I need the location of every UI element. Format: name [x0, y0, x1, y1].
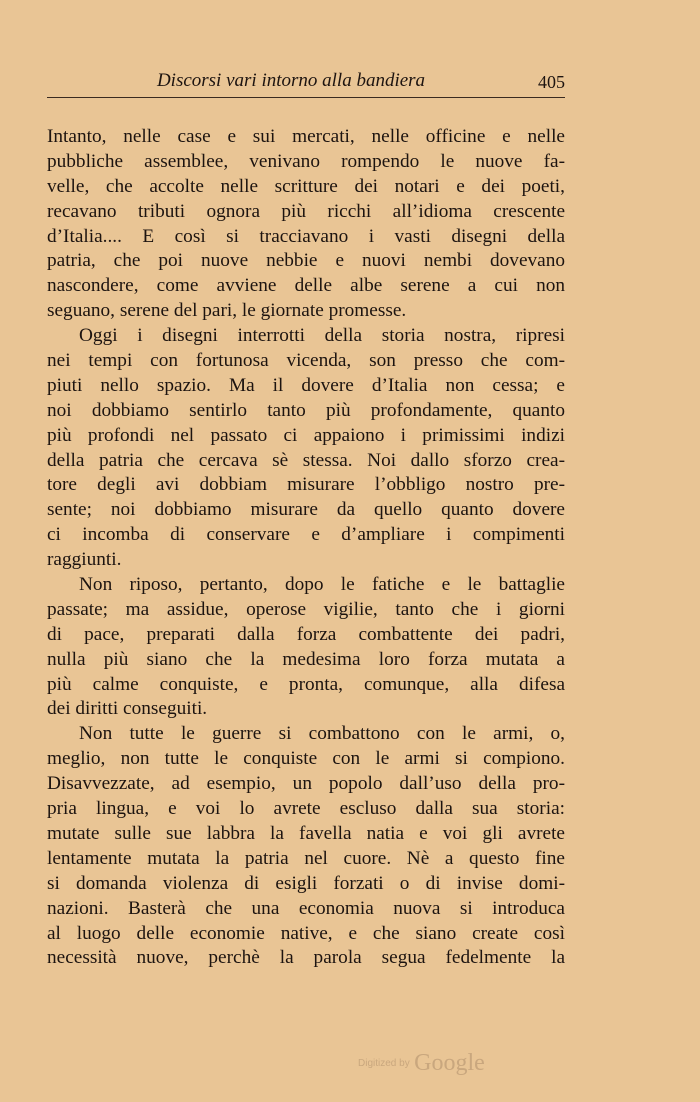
text-line: piuti nello spazio. Ma il dovere d’Italia non cessa; e [47, 374, 565, 396]
google-logo: Google [414, 1050, 485, 1076]
text-line: pubbliche assemblee, venivano rompendo le nuove fa- [47, 150, 565, 172]
text-line: patria, che poi nuove nebbie e nuovi nembi dovevano [47, 250, 565, 272]
text-line: nulla più siano che la medesima loro forza mutata a [47, 648, 565, 670]
text-line: al luogo delle economie native, e che siano create così [47, 922, 565, 944]
text-line: nei tempi con fortunosa vicenda, son presso che com- [47, 350, 565, 372]
text-line: dei diritti conseguiti. [47, 698, 208, 720]
digitized-by-google-watermark [358, 1050, 485, 1077]
text-line: della patria che cercava sè stessa. Noi dallo sforzo crea- [47, 449, 565, 471]
paragraph [47, 573, 565, 722]
text-line: sente; noi dobbiamo misurare da quello quanto dovere [47, 499, 565, 521]
text-line: di pace, preparati dalla forza combattente dei padri, [47, 623, 565, 645]
text-line: lentamente mutata la patria nel cuore. Nè a questo fine [47, 847, 565, 869]
header-rule [47, 97, 565, 98]
text-line: seguano, serene del pari, le giornate promesse. [47, 300, 407, 322]
text-line: tore degli avi dobbiam misurare l’obbligo nostro pre- [47, 474, 565, 496]
text-line: noi dobbiamo sentirlo tanto più profondamente, quanto [47, 399, 565, 421]
watermark-prefix: Digitized by [358, 1058, 410, 1069]
text-line: necessità nuove, perchè la parola segua fedelmente la [47, 947, 565, 969]
text-line: mutate sulle sue labbra la favella natia e voi gli avrete [47, 822, 565, 844]
text-line: pria lingua, e voi lo avrete escluso dalla sua storia: [47, 798, 565, 820]
text-line: raggiunti. [47, 549, 122, 571]
text-line: Non riposo, pertanto, dopo le fatiche e le battaglie [79, 574, 565, 596]
text-line: Intanto, nelle case e sui mercati, nelle officine e nelle [47, 126, 565, 147]
text-line: Oggi i disegni interrotti della storia nostra, ripresi [79, 325, 565, 347]
text-line: più calme conquiste, e pronta, comunque, alla difesa [47, 673, 565, 695]
text-line: passate; ma assidue, operose vigilie, tanto che i giorni [47, 598, 565, 620]
text-line: più profondi nel passato ci appaiono i primissimi indizi [47, 424, 565, 446]
body-text [47, 125, 565, 971]
text-line: nascondere, come avviene delle albe serene a cui non [47, 275, 565, 297]
text-line: Disavvezzate, ad esempio, un popolo dall’uso della pro- [47, 773, 565, 795]
running-title: Discorsi vari intorno alla bandiera [156, 70, 426, 91]
text-line: ci incomba di conservare e d’ampliare i compimenti [47, 524, 565, 546]
text-line: d’Italia.... E così si tracciavano i vasti disegni della [47, 225, 565, 247]
page-number: 405 [538, 72, 565, 92]
text-line: meglio, non tutte le conquiste con le armi si compiono. [47, 748, 565, 770]
text-line: velle, che accolte nelle scritture dei notari e dei poeti, [47, 175, 565, 197]
text-line: Non tutte le guerre si combattono con le armi, o, [79, 723, 565, 745]
paragraph [47, 125, 565, 324]
paragraph [47, 722, 565, 971]
running-header [47, 68, 565, 98]
paragraph [47, 324, 565, 573]
text-line: recavano tributi ognora più ricchi all’idioma crescente [47, 200, 565, 222]
text-line: nazioni. Basterà che una economia nuova si introduca [47, 897, 565, 919]
text-line: si domanda violenza di esigli forzati o di invise domi- [47, 872, 565, 894]
